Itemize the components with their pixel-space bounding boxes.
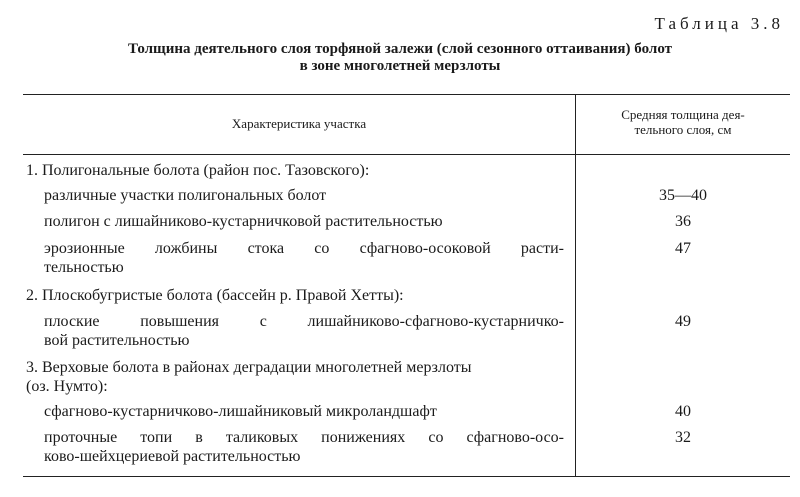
table-title xyxy=(0,41,800,75)
row-3-1-value: 40 xyxy=(675,403,691,420)
row-1-2-value: 36 xyxy=(675,213,691,230)
row-3-2-text xyxy=(44,428,564,466)
row-3-1-text: сфагново-кустарничково-лишайниковый микроландшафт xyxy=(44,403,437,420)
category-2-title: 2. Плоскобугристые болота (бассейн р. Правой Хетты): xyxy=(26,287,404,304)
row-1-1-value: 35—40 xyxy=(659,187,707,204)
row-3-2-line-2: ково-шейхцериевой растительностью xyxy=(44,448,301,465)
row-3-2-value: 32 xyxy=(675,429,691,446)
row-1-3-line-2: тельностью xyxy=(44,259,124,276)
category-3-title-line-1: 3. Верховые болота в районах деградации многолетней мерзлоты xyxy=(26,359,472,376)
header-thickness-line-2: тельного слоя, см xyxy=(634,122,732,137)
row-2-1-line-1: плоские повышения с лишайниково-сфагново-кустарничко- xyxy=(44,313,564,330)
row-1-3-line-1: эрозионные ложбины стока со сфагново-осоковой расти- xyxy=(44,240,564,257)
table-header-rule xyxy=(23,154,790,155)
row-2-1-line-2: вой растительностью xyxy=(44,332,190,349)
table-title-line-2: в зоне многолетней мерзлоты xyxy=(299,58,501,74)
row-1-1-text: различные участки полигональных болот xyxy=(44,187,327,204)
header-characteristic: Характеристика участка xyxy=(231,116,367,131)
row-3-2-line-1: проточные топи в таликовых понижениях со сфагново-осо- xyxy=(44,429,564,446)
row-1-3-text xyxy=(44,239,564,277)
category-1-title: 1. Полигональные болота (район пос. Тазовского): xyxy=(26,162,370,179)
category-3-title-line-2: (оз. Нумто): xyxy=(26,378,108,395)
category-3-title xyxy=(26,358,471,396)
table-number: Таблица 3.8 xyxy=(654,14,784,33)
row-1-2-text: полигон с лишайниково-кустарничковой растительностью xyxy=(44,213,443,230)
row-2-1-value: 49 xyxy=(675,313,691,330)
row-1-3-value: 47 xyxy=(675,240,691,257)
table-top-rule xyxy=(23,94,790,95)
header-thickness-line-1: Средняя толщина дея- xyxy=(621,107,745,122)
table-bottom-rule xyxy=(23,476,790,477)
table-title-line-1: Толщина деятельного слоя торфяной залежи (слой сезонного оттаивания) болот xyxy=(128,41,672,57)
row-2-1-text xyxy=(44,312,564,350)
header-thickness xyxy=(576,107,790,137)
